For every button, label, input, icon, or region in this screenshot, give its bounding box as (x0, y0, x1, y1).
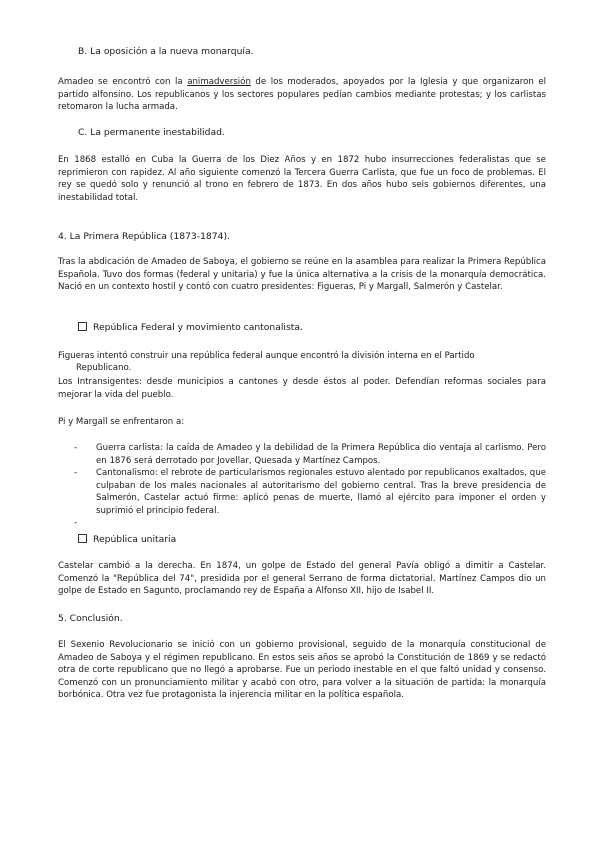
heading-federal: República Federal y movimiento cantonalista. (78, 322, 303, 334)
list-item-text: Cantonalismo: el rebrote de particularismos regionales estuvo alentado por republicanos exaltados, que culpaban de los males nacionales al autoritarismo del gobierno central. Tras la breve presidencia de Salmerón, Castelar actuó firme: aplicó penas de muerte, llamó al ejército para imponer el orden y suprimió el principio federal. (96, 468, 546, 516)
list-item-empty (74, 517, 546, 529)
checkbox-icon (78, 534, 87, 543)
paragraph-unitaria: Castelar cambió a la derecha. En 1874, un golpe de Estado del general Pavía obligó a dimitir a Castelar. Comenzó la "República del 74", presidida por el general Serrano de forma dictatorial. Martínez Campos dio un golpe de Estado en Sagunto, proclamando rey de España a Alfonso XII, hijo de Isabel II. (58, 561, 546, 597)
list-item (74, 442, 546, 468)
list-item (74, 467, 546, 519)
bullet-dash: - (74, 443, 78, 453)
checkbox-icon (78, 322, 87, 331)
bullet-dash: - (74, 518, 78, 528)
heading-unitaria: República unitaria (78, 534, 176, 546)
underlined-word: animadversión (187, 77, 251, 87)
heading-b: B. La oposición a la nueva monarquía. (78, 46, 254, 57)
bullet-dash: - (74, 468, 78, 478)
heading-section-4: 4. La Primera República (1873-1874). (58, 231, 230, 242)
paragraph-section-4: Tras la abdicación de Amadeo de Saboya, el gobierno se reúne en la asamblea para realizar la Primera República Española. Tuvo dos formas (federal y unitaria) y fue la única alternativa a la crisis de la monarquía democrática. Nació en un contexto hostil y contó con cuatro presidentes: Figueras, Pi y Margall, Salmerón y Castelar. (58, 257, 546, 293)
list-item-text: Guerra carlista: la caída de Amadeo y la debilidad de la Primera República dio ventaja al carlismo. Pero en 1876 será derrotado por Jovellar, Quesada y Martínez Campos. (96, 443, 546, 466)
paragraph-federal-1b: Republicano. (76, 363, 132, 373)
heading-c: C. La permanente inestabilidad. (78, 127, 225, 138)
paragraph-section-5: El Sexenio Revolucionario se inició con un gobierno provisional, seguido de la monarquía constitucional de Amadeo de Saboya y el régimen republicano. En estos seis años se aprobó la Constitución de 1869 y se redactó otra de corte republicano que no llegó a aprobarse. Fue un periodo inestable en el que faltó unidad y consenso. Comenzó con un pronunciamiento militar y acabó con otro, para volver a la situación de partida: la monarquía borbónica. Otra vez fue protagonista la injerencia militar en la política española. (58, 640, 546, 701)
paragraph-b: Amadeo se encontró con la animadversión de los moderados, apoyados por la Iglesia y que organizaron el partido alfonsino. Los republicanos y los sectores populares pedían cambios mediante protestas; y los carlistas retomaron la lucha armada. (58, 77, 546, 113)
heading-section-5: 5. Conclusión. (58, 613, 123, 624)
paragraph-federal-1a: Figueras intentó construir una república federal aunque encontró la división interna en el Partido (58, 351, 475, 361)
paragraph-pi-margall: Pi y Margall se enfrentaron a: (58, 417, 185, 427)
paragraph-federal-2: Los Intransigentes: desde municipios a cantones y desde éstos al poder. Defendían reformas sociales para mejorar la vida del pueblo. (58, 377, 546, 400)
paragraph-c: En 1868 estalló en Cuba la Guerra de los Diez Años y en 1872 hubo insurrecciones federalistas que se reprimieron con rapidez. Al año siguiente comenzó la Tercera Guerra Carlista, que fue un foco de problemas. El rey se quedó solo y renunció al trono en febrero de 1873. En dos años hubo seis gobiernos diferentes, una inestabilidad total. (58, 155, 546, 203)
